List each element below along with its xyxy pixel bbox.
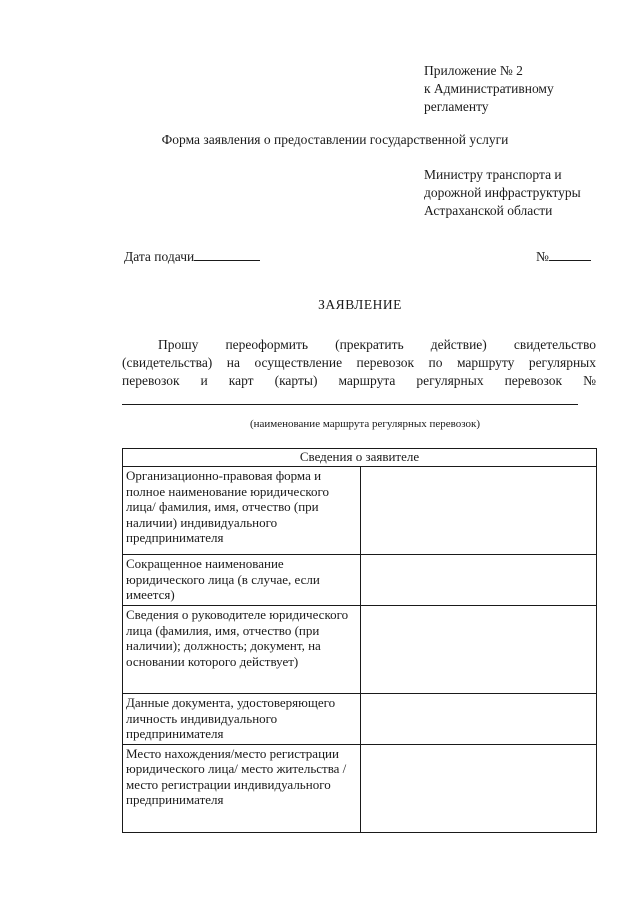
row-value-field[interactable] (361, 467, 597, 555)
request-line-3: перевозок и карт (карты) маршрута регулярных перевозок № (122, 373, 596, 388)
addressee-line-1: Министру транспорта и (424, 167, 562, 182)
application-number-field[interactable] (549, 247, 591, 261)
request-line-1: Прошу переоформить (прекратить действие) свидетельство (158, 337, 596, 352)
row-label: Сведения о руководителе юридического лица (фамилия, имя, отчество (при наличии); должность; документ, на основании которого действует) (123, 606, 361, 694)
row-value-field[interactable] (361, 694, 597, 745)
request-text (122, 336, 596, 390)
application-number-label: № (536, 249, 549, 264)
table-row (123, 555, 597, 606)
row-value-field[interactable] (361, 744, 597, 832)
row-label: Сокращенное наименование юридического лица (в случае, если имеется) (123, 555, 361, 606)
appendix-line-2: к Административному (424, 81, 554, 96)
row-value-field[interactable] (361, 606, 597, 694)
request-line-2: (свидетельства) на осуществление перевозок по маршруту регулярных (122, 355, 596, 370)
addressee-block (424, 166, 581, 220)
appendix-line-3: регламенту (424, 99, 489, 114)
applicant-table-header: Сведения о заявителе (123, 449, 597, 467)
row-label: Организационно-правовая форма и полное наименование юридического лица/ фамилия, имя, отчество (при наличии) индивидуального предпринимателя (123, 467, 361, 555)
form-title: Форма заявления о предоставлении государственной услуги (161, 132, 509, 147)
table-row (123, 694, 597, 745)
table-row (123, 606, 597, 694)
row-label: Место нахождения/место регистрации юридического лица/ место жительства /место регистрации индивидуального предпринимателя (123, 744, 361, 832)
submission-date-field[interactable] (194, 247, 260, 261)
addressee-line-3: Астраханской области (424, 203, 553, 218)
route-name-field[interactable] (122, 404, 578, 405)
table-row (123, 467, 597, 555)
applicant-info-table (122, 448, 597, 833)
route-name-caption: (наименование маршрута регулярных перевозок) (249, 418, 481, 430)
submission-date-label: Дата подачи (124, 249, 195, 264)
table-row (123, 744, 597, 832)
addressee-line-2: дорожной инфраструктуры (424, 185, 581, 200)
application-number (536, 247, 591, 266)
appendix-block (424, 62, 554, 116)
document-title: ЗАЯВЛЕНИЕ (318, 297, 402, 312)
appendix-line-1: Приложение № 2 (424, 63, 523, 78)
submission-date (124, 247, 260, 266)
row-label: Данные документа, удостоверяющего личность индивидуального предпринимателя (123, 694, 361, 745)
row-value-field[interactable] (361, 555, 597, 606)
